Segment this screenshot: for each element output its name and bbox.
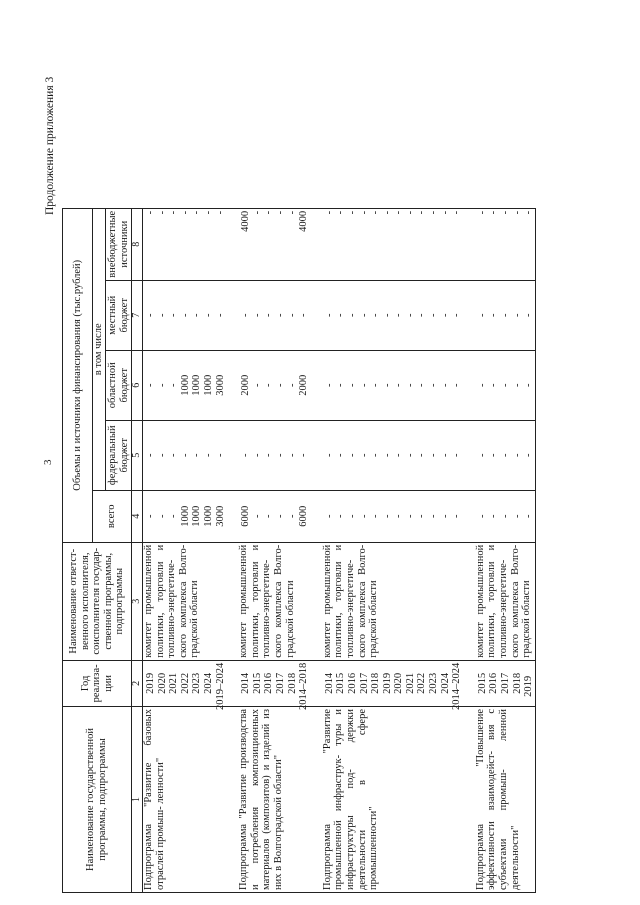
local-budget-value: -: [358, 313, 370, 317]
total-value: -: [156, 514, 168, 518]
subprogram-name: Подпрограмма "Повышение эффективности взаимодейст- вия с субъектами промыш- ленной деятельности": [475, 707, 535, 893]
federal-budget-value: -: [202, 453, 214, 457]
year-value: 2015: [335, 672, 347, 694]
cell-years: [238, 660, 310, 710]
table-body: [143, 208, 536, 892]
cell-local: [143, 280, 227, 350]
year-value: 2022: [416, 672, 428, 694]
extrabudgetary-value: -: [191, 210, 203, 215]
total-value: -: [404, 514, 416, 518]
federal-budget-value: -: [298, 453, 310, 457]
table-row: [238, 208, 310, 892]
extrabudgetary-value: -: [500, 210, 512, 215]
local-budget-value: -: [214, 313, 226, 317]
executor-name: комитет промышленной политики, торговли и топливно-энергетиче- ского комплекса Волго- градской области: [143, 542, 227, 660]
spacer-cell: [463, 490, 475, 542]
local-budget-value: -: [274, 313, 286, 317]
total-value: 3000: [214, 505, 226, 527]
total-value: -: [500, 514, 512, 518]
year-value: 2021: [168, 672, 180, 694]
extrabudgetary-value: -: [404, 210, 416, 215]
spacer-cell: [310, 490, 322, 542]
extrabudgetary-value: -: [179, 210, 191, 215]
year-value: 2023: [191, 672, 203, 694]
federal-budget-value: -: [145, 453, 156, 457]
extrabudgetary-value: -: [202, 210, 214, 215]
header-local-budget: местный бюджет: [106, 280, 132, 350]
extrabudgetary-value: -: [451, 210, 463, 215]
year-value: 2019: [381, 672, 393, 694]
year-value: 2015: [476, 672, 488, 694]
year-value: 2016: [263, 672, 275, 694]
regional-budget-value: -: [393, 383, 405, 387]
total-value: -: [439, 514, 451, 518]
local-budget-value: -: [370, 313, 382, 317]
local-budget-value: -: [145, 313, 156, 317]
spacer-cell: [226, 208, 238, 280]
total-value: -: [335, 514, 347, 518]
spacer-cell: [226, 707, 238, 893]
federal-budget-value: -: [439, 453, 451, 457]
extrabudgetary-value: -: [168, 210, 180, 215]
year-value: 2014–2018: [298, 662, 310, 710]
local-budget-value: -: [286, 313, 298, 317]
local-budget-value: -: [191, 313, 203, 317]
cell-extra: [475, 208, 535, 280]
total-value: -: [428, 514, 440, 518]
total-value: -: [286, 514, 298, 518]
cell-federal: [143, 420, 227, 490]
spacer-cell: [310, 707, 322, 893]
total-value: -: [370, 514, 382, 518]
federal-budget-value: -: [393, 453, 405, 457]
row-spacer: [463, 208, 475, 892]
extrabudgetary-value: -: [358, 210, 370, 215]
federal-budget-value: -: [286, 453, 298, 457]
table-row: [143, 208, 227, 892]
total-value: -: [381, 514, 393, 518]
table-row: [475, 208, 535, 892]
spacer-cell: [226, 490, 238, 542]
local-budget-value: -: [240, 313, 252, 317]
extrabudgetary-value: -: [214, 210, 226, 215]
regional-budget-value: -: [274, 383, 286, 387]
extrabudgetary-value: -: [511, 210, 523, 215]
table-row: [322, 208, 463, 892]
extrabudgetary-value: -: [416, 210, 428, 215]
extrabudgetary-value: -: [145, 210, 156, 215]
cell-local: [238, 280, 310, 350]
year-value: 2018: [286, 672, 298, 694]
year-value: 2020: [393, 672, 405, 694]
extrabudgetary-value: -: [488, 210, 500, 215]
total-value: -: [251, 514, 263, 518]
total-value: -: [416, 514, 428, 518]
extrabudgetary-value: -: [251, 210, 263, 215]
cell-years: [475, 660, 535, 706]
regional-budget-value: -: [500, 383, 512, 387]
total-value: -: [323, 514, 335, 518]
total-value: -: [511, 514, 523, 518]
column-number-row: [132, 208, 143, 892]
total-value: -: [476, 514, 488, 518]
regional-budget-value: 3000: [214, 374, 226, 396]
federal-budget-value: -: [451, 453, 463, 457]
federal-budget-value: -: [179, 453, 191, 457]
column-number: 4: [132, 490, 143, 542]
local-budget-value: -: [381, 313, 393, 317]
extrabudgetary-value: 4000: [298, 210, 310, 232]
regional-budget-value: -: [370, 383, 382, 387]
local-budget-value: -: [263, 313, 275, 317]
cell-regional: [322, 350, 463, 420]
total-value: -: [451, 514, 463, 518]
extrabudgetary-value: -: [381, 210, 393, 215]
executor-name: комитет промышленной политики, торговли и топливно-энергетиче- ского комплекса Волго- градской области: [322, 542, 463, 660]
header-including: в том числе: [93, 208, 106, 490]
year-value: 2021: [404, 672, 416, 694]
regional-budget-value: 1000: [202, 374, 214, 396]
spacer-cell: [226, 420, 238, 490]
regional-budget-value: -: [358, 383, 370, 387]
extrabudgetary-value: -: [523, 210, 535, 215]
regional-budget-value: -: [416, 383, 428, 387]
year-value: 2019: [523, 675, 535, 697]
cell-federal: [238, 420, 310, 490]
appendix-continuation-note: Продолжение приложения 3: [44, 76, 56, 215]
column-number: 7: [132, 280, 143, 350]
local-budget-value: -: [168, 313, 180, 317]
year-value: 2023: [428, 672, 440, 694]
subprogram-name: Подпрограмма "Развитие базовых отраслей промыш- ленности": [143, 707, 227, 893]
cell-total: [238, 490, 310, 542]
local-budget-value: -: [179, 313, 191, 317]
local-budget-value: -: [393, 313, 405, 317]
regional-budget-value: -: [286, 383, 298, 387]
year-value: 2017: [500, 672, 512, 694]
cell-total: [475, 490, 535, 542]
total-value: -: [274, 514, 286, 518]
federal-budget-value: -: [488, 453, 500, 457]
spacer-cell: [463, 280, 475, 350]
year-value: 2018: [370, 672, 382, 694]
federal-budget-value: -: [416, 453, 428, 457]
extrabudgetary-value: -: [263, 210, 275, 215]
spacer-cell: [310, 660, 322, 706]
extrabudgetary-value: -: [439, 210, 451, 215]
local-budget-value: -: [523, 313, 535, 317]
cell-regional: [238, 350, 310, 420]
spacer-cell: [310, 420, 322, 490]
total-value: 6000: [298, 505, 310, 527]
year-value: 2017: [358, 672, 370, 694]
extrabudgetary-value: -: [286, 210, 298, 215]
cell-local: [475, 280, 535, 350]
year-value: 2024: [202, 672, 214, 694]
total-value: -: [145, 514, 156, 518]
cell-local: [322, 280, 463, 350]
cell-regional: [143, 350, 227, 420]
local-budget-value: -: [439, 313, 451, 317]
cell-years: [143, 660, 227, 710]
regional-budget-value: -: [428, 383, 440, 387]
funding-table: [62, 208, 536, 893]
regional-budget-value: 2000: [298, 374, 310, 396]
executor-name: комитет промышленной политики, торговли и топливно-энергетиче- ского комплекса Волго- градской области: [475, 542, 535, 660]
regional-budget-value: -: [439, 383, 451, 387]
page-number: 3: [42, 459, 54, 465]
extrabudgetary-value: -: [274, 210, 286, 215]
column-number: 2: [132, 660, 143, 706]
local-budget-value: -: [156, 313, 168, 317]
cell-total: [143, 490, 227, 542]
spacer-cell: [463, 542, 475, 660]
row-spacer: [226, 208, 238, 892]
regional-budget-value: 1000: [191, 374, 203, 396]
header-funding: Объемы и источники финансирования (тыс.рублей): [63, 208, 93, 542]
federal-budget-value: -: [251, 453, 263, 457]
spacer-cell: [463, 420, 475, 490]
federal-budget-value: -: [370, 453, 382, 457]
federal-budget-value: -: [346, 453, 358, 457]
cell-regional: [475, 350, 535, 420]
federal-budget-value: -: [428, 453, 440, 457]
federal-budget-value: -: [523, 453, 535, 457]
year-value: 2016: [346, 672, 358, 694]
cell-extra: [322, 208, 463, 280]
year-value: 2024: [439, 672, 451, 694]
spacer-cell: [226, 542, 238, 660]
regional-budget-value: -: [488, 383, 500, 387]
cell-extra: [143, 208, 227, 280]
year-value: 2022: [179, 672, 191, 694]
regional-budget-value: -: [156, 383, 168, 387]
header-program-name: Наименование государственной программы, подпрограммы: [63, 707, 132, 893]
cell-extra: [238, 208, 310, 280]
local-budget-value: -: [404, 313, 416, 317]
extrabudgetary-value: -: [156, 210, 168, 215]
regional-budget-value: -: [381, 383, 393, 387]
year-value: 2019–2024: [214, 662, 226, 710]
federal-budget-value: -: [323, 453, 335, 457]
total-value: -: [358, 514, 370, 518]
extrabudgetary-value: -: [370, 210, 382, 215]
total-value: -: [168, 514, 180, 518]
local-budget-value: -: [428, 313, 440, 317]
header-extrabudgetary: внебюджетные источники: [106, 208, 132, 280]
column-number: 3: [132, 542, 143, 660]
regional-budget-value: -: [451, 383, 463, 387]
local-budget-value: -: [500, 313, 512, 317]
federal-budget-value: -: [214, 453, 226, 457]
federal-budget-value: -: [476, 453, 488, 457]
total-value: -: [263, 514, 275, 518]
regional-budget-value: -: [511, 383, 523, 387]
spacer-cell: [463, 208, 475, 280]
year-value: 2020: [156, 672, 168, 694]
column-number: 1: [132, 707, 143, 893]
spacer-cell: [226, 280, 238, 350]
cell-years: [322, 660, 463, 710]
local-budget-value: -: [202, 313, 214, 317]
federal-budget-value: -: [263, 453, 275, 457]
federal-budget-value: -: [191, 453, 203, 457]
extrabudgetary-value: -: [428, 210, 440, 215]
regional-budget-value: -: [476, 383, 488, 387]
regional-budget-value: 2000: [240, 374, 252, 396]
column-number: 6: [132, 350, 143, 420]
regional-budget-value: -: [145, 383, 156, 387]
total-value: -: [346, 514, 358, 518]
regional-budget-value: -: [346, 383, 358, 387]
spacer-cell: [310, 208, 322, 280]
regional-budget-value: -: [168, 383, 180, 387]
spacer-cell: [310, 280, 322, 350]
local-budget-value: -: [251, 313, 263, 317]
year-value: 2019: [145, 672, 156, 694]
local-budget-value: -: [511, 313, 523, 317]
year-value: 2014: [240, 672, 252, 694]
local-budget-value: -: [323, 313, 335, 317]
federal-budget-value: -: [358, 453, 370, 457]
column-number: 8: [132, 208, 143, 280]
year-value: 2014: [323, 672, 335, 694]
extrabudgetary-value: -: [335, 210, 347, 215]
local-budget-value: -: [416, 313, 428, 317]
regional-budget-value: -: [335, 383, 347, 387]
federal-budget-value: -: [240, 453, 252, 457]
federal-budget-value: -: [156, 453, 168, 457]
regional-budget-value: 1000: [179, 374, 191, 396]
total-value: 6000: [240, 505, 252, 527]
local-budget-value: -: [335, 313, 347, 317]
federal-budget-value: -: [335, 453, 347, 457]
regional-budget-value: -: [263, 383, 275, 387]
total-value: -: [488, 514, 500, 518]
federal-budget-value: -: [500, 453, 512, 457]
federal-budget-value: -: [168, 453, 180, 457]
federal-budget-value: -: [511, 453, 523, 457]
header-year: Год реализа- ции: [63, 660, 132, 706]
local-budget-value: -: [488, 313, 500, 317]
extrabudgetary-value: -: [476, 210, 488, 215]
row-spacer: [310, 208, 322, 892]
total-value: -: [523, 514, 535, 518]
local-budget-value: -: [346, 313, 358, 317]
year-value: 2014–2024: [451, 662, 463, 710]
year-value: 2016: [488, 672, 500, 694]
spacer-cell: [463, 350, 475, 420]
regional-budget-value: -: [523, 383, 535, 387]
spacer-cell: [310, 350, 322, 420]
regional-budget-value: -: [251, 383, 263, 387]
local-budget-value: -: [476, 313, 488, 317]
local-budget-value: -: [451, 313, 463, 317]
federal-budget-value: -: [274, 453, 286, 457]
spacer-cell: [226, 350, 238, 420]
extrabudgetary-value: -: [346, 210, 358, 215]
column-number: 5: [132, 420, 143, 490]
spacer-cell: [463, 707, 475, 893]
subprogram-name: Подпрограмма "Развитие промышленной инфраструк- туры и инфраструктуры под- держки деятельности в сфере промышленности": [322, 707, 463, 893]
total-value: 1000: [202, 505, 214, 527]
local-budget-value: -: [298, 313, 310, 317]
spacer-cell: [463, 660, 475, 706]
extrabudgetary-value: -: [323, 210, 335, 215]
spacer-cell: [226, 660, 238, 706]
executor-name: комитет промышленной политики, торговли и топливно-энергетиче- ского комплекса Волго- градской области: [238, 542, 310, 660]
extrabudgetary-value: 4000: [240, 210, 252, 232]
year-value: 2015: [251, 672, 263, 694]
cell-total: [322, 490, 463, 542]
year-value: 2018: [511, 672, 523, 694]
cell-federal: [322, 420, 463, 490]
year-value: 2017: [274, 672, 286, 694]
total-value: 1000: [179, 505, 191, 527]
regional-budget-value: -: [404, 383, 416, 387]
cell-federal: [475, 420, 535, 490]
federal-budget-value: -: [404, 453, 416, 457]
total-value: -: [393, 514, 405, 518]
extrabudgetary-value: -: [393, 210, 405, 215]
federal-budget-value: -: [381, 453, 393, 457]
header-regional-budget: областной бюджет: [106, 350, 132, 420]
header-executor: Наименование ответст- венного исполнителя, соисполнителя государ- ственной программы, подпрограммы: [63, 542, 132, 660]
regional-budget-value: -: [323, 383, 335, 387]
spacer-cell: [310, 542, 322, 660]
header-federal-budget: федеральный бюджет: [106, 420, 132, 490]
subprogram-name: Подпрограмма "Развитие производства и потребления композиционных материалов (композитов) и изделий из них в Волгоградской области": [238, 707, 310, 893]
header-total: всего: [93, 490, 132, 542]
total-value: 1000: [191, 505, 203, 527]
